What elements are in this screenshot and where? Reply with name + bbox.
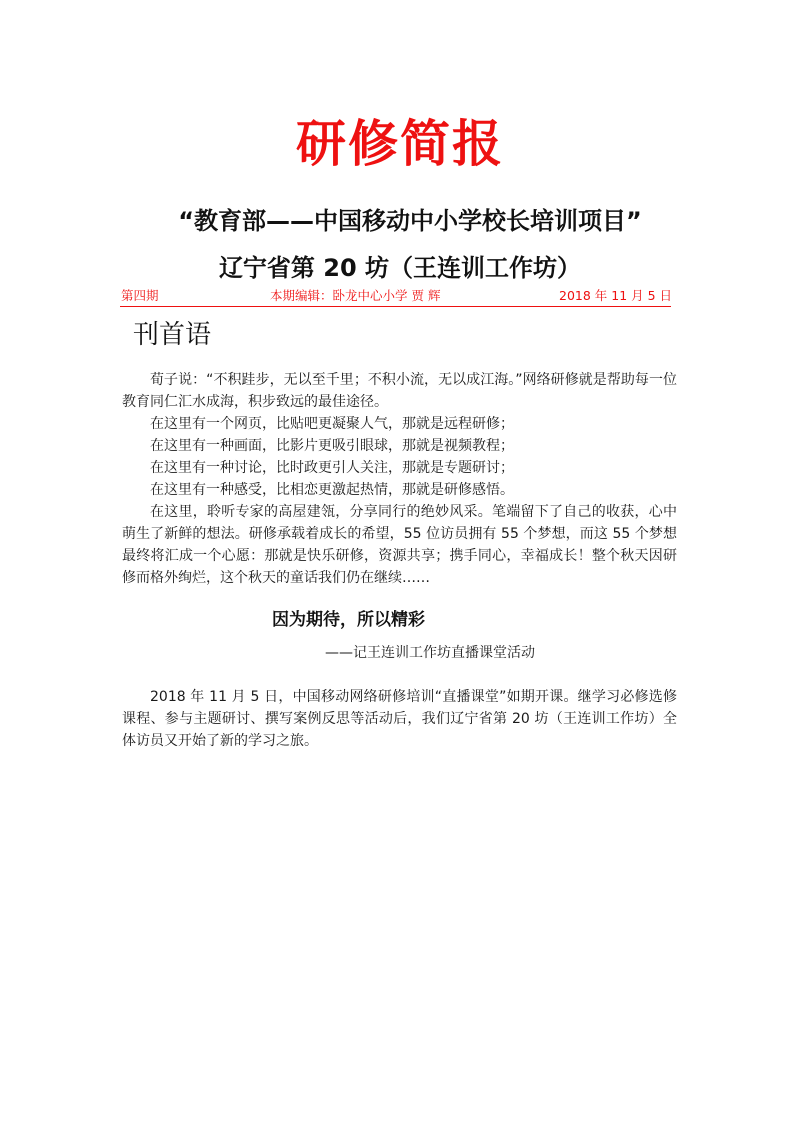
preface-paragraph: 在这里有一种讨论，比时政更引人关注，那就是专题研讨； (150, 460, 514, 476)
issue-number: 第四期 (121, 288, 159, 303)
preface-paragraph: 在这里有一个网页，比贴吧更凝聚人气，那就是远程研修； (150, 416, 514, 432)
preface-paragraph: 在这里有一种感受，比相恋更激起热情，那就是研修感悟。 (150, 482, 514, 498)
preface-paragraph: 在这里，聆听专家的高屋建瓴，分享同行的绝妙风采。笔端留下了自己的收获，心中萌生了新鲜的想法。研修承载着成长的希望，55 位访员拥有 55 个梦想，而这 55 个梦想最终将汇成一个心愿：那就是快乐研修，资源共享；携手同心，幸福成长！整个秋天因研修而格外绚烂，这个秋天的童话我们仍在继续…… (122, 504, 677, 586)
issue-editor: 本期编辑：卧龙中心小学 贾 辉 (270, 288, 441, 303)
article-byline: ——记王连训工作坊直播课堂活动 (325, 645, 535, 661)
workshop-title: 辽宁省第 20 坊（王连训工作坊） (218, 254, 582, 282)
project-title: “教育部——中国移动中小学校长培训项目” (178, 207, 642, 235)
issue-date: 2018 年 11 月 5 日 (559, 288, 673, 303)
preface-paragraph: 在这里有一种画面，比影片更吸引眼球，那就是视频教程； (150, 438, 514, 454)
preface-heading: 刊首语 (133, 320, 212, 350)
preface-paragraph: 荀子说：“不积跬步，无以至千里；不积小流，无以成江海。”网络研修就是帮助每一位教育同仁汇水成海，积步致远的最佳途径。 (122, 372, 677, 410)
article-body (122, 686, 677, 752)
article-paragraph: 2018 年 11 月 5 日，中国移动网络研修培训“直播课堂”如期开课。继学习必修选修课程、参与主题研讨、撰写案例反思等活动后，我们辽宁省第 20 坊（王连训工作坊）全体访员又开始了新的学习之旅。 (122, 689, 677, 749)
article-title: 因为期待，所以精彩 (272, 610, 425, 630)
issue-info-bar (120, 287, 671, 307)
newsletter-masthead: 研修简报 (296, 114, 504, 173)
preface-body (122, 369, 677, 589)
